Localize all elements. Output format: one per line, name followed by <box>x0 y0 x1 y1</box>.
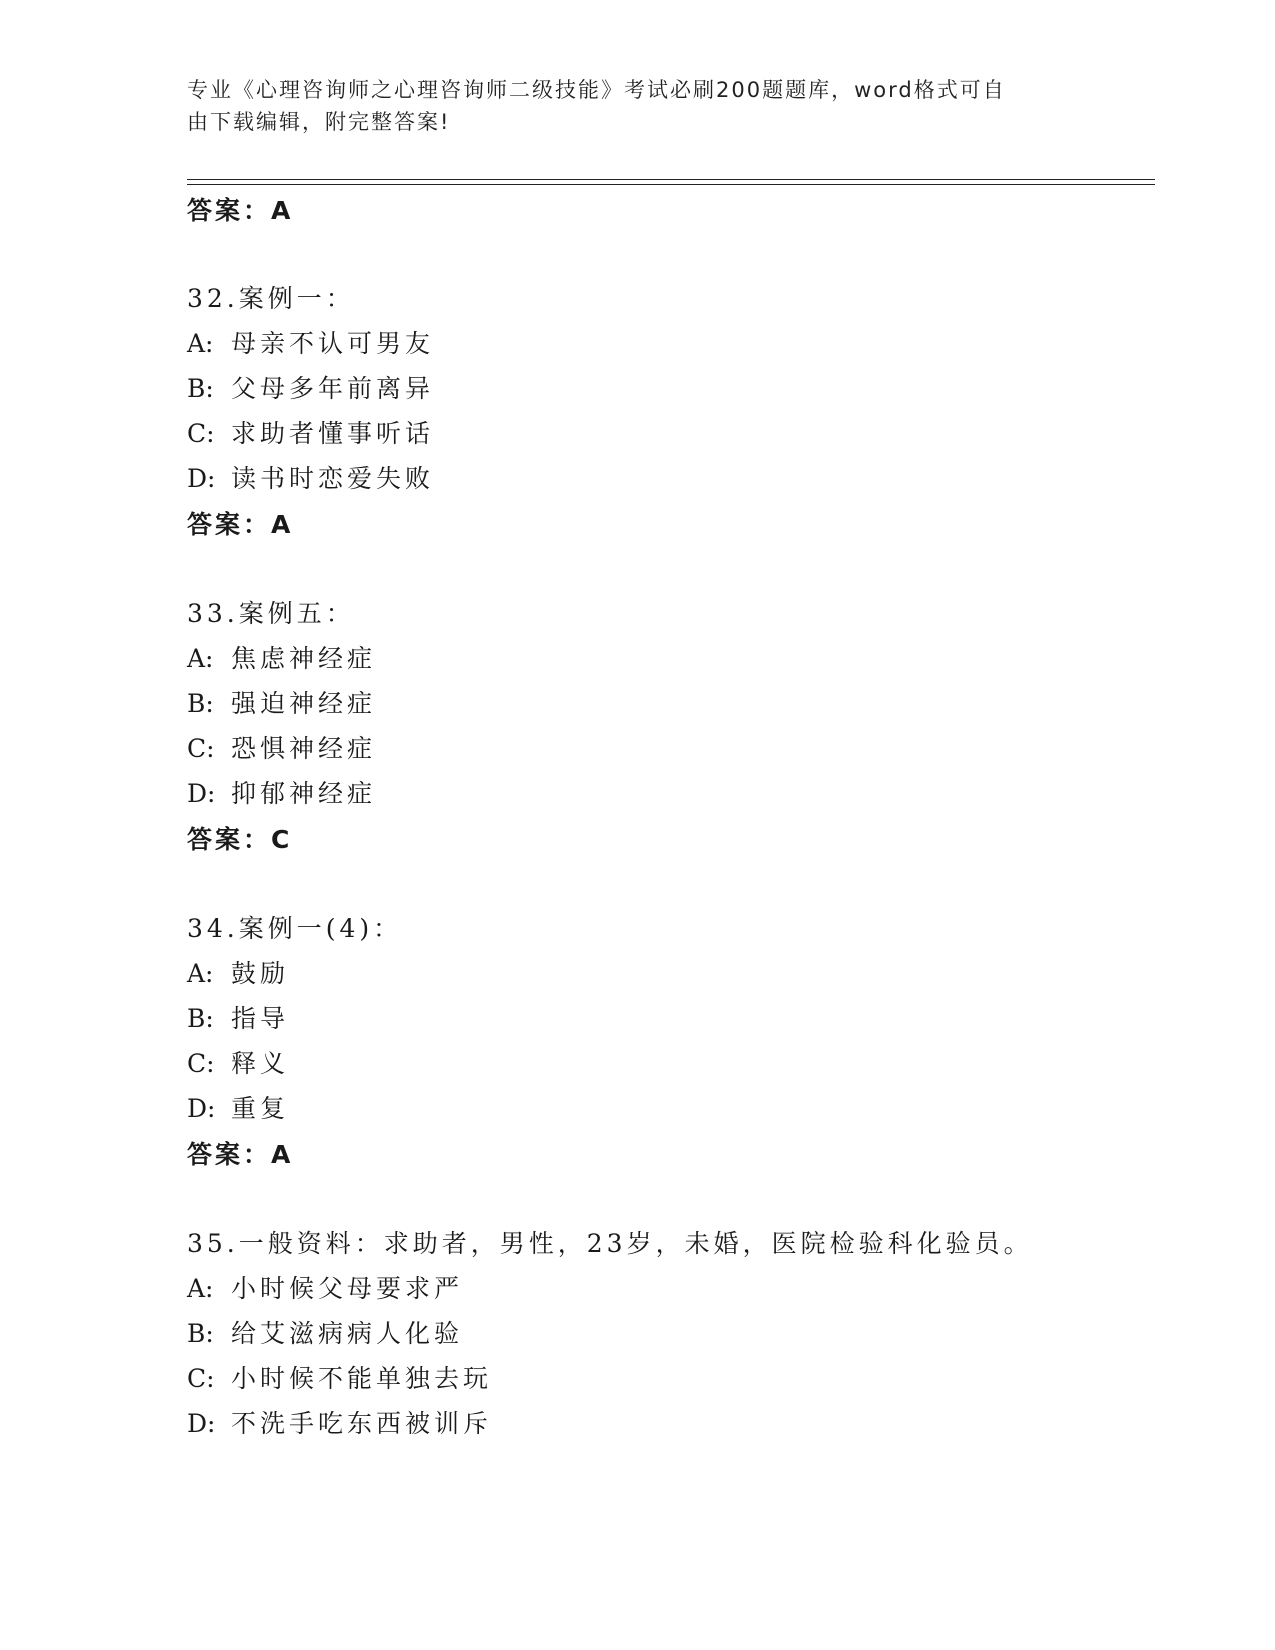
option-label: C: <box>187 1049 215 1078</box>
answer-value: A <box>271 196 294 225</box>
answer-value: A <box>271 510 294 539</box>
option-label: A: <box>187 1274 214 1303</box>
header-divider-bottom <box>187 184 1155 185</box>
option-b <box>187 1318 463 1350</box>
option-label: B: <box>187 1319 214 1348</box>
option-c <box>187 1048 289 1080</box>
header-divider-top <box>187 179 1155 180</box>
option-text: 小时候不能单独去玩 <box>231 1364 493 1393</box>
option-label: B: <box>187 1004 214 1033</box>
option-label: B: <box>187 374 214 403</box>
header-line-2: 由下载编辑，附完整答案! <box>187 110 451 134</box>
option-text: 鼓励 <box>231 959 290 988</box>
option-label: A: <box>187 959 214 988</box>
option-text: 强迫神经症 <box>231 689 377 718</box>
option-b <box>187 1003 289 1035</box>
answer-line <box>187 1139 293 1171</box>
option-text: 恐惧神经症 <box>231 734 377 763</box>
option-a <box>187 643 376 675</box>
option-text: 指导 <box>231 1004 290 1033</box>
question-33: 33.案例五： <box>187 599 355 628</box>
answer-line <box>187 824 292 856</box>
answer-prefix: 答案： <box>187 1140 272 1169</box>
question-34: 34.案例一(4)： <box>187 914 403 943</box>
option-label: A: <box>187 644 214 673</box>
option-c <box>187 418 434 450</box>
option-label: D: <box>187 1094 216 1123</box>
option-text: 焦虑神经症 <box>231 644 377 673</box>
option-label: C: <box>187 734 215 763</box>
option-d <box>187 463 434 495</box>
option-a <box>187 1273 463 1305</box>
option-c <box>187 1363 492 1395</box>
page-header <box>187 74 1087 138</box>
option-label: C: <box>187 1364 215 1393</box>
answer-prefix: 答案： <box>187 196 272 225</box>
option-label: A: <box>187 329 214 358</box>
answer-prefix: 答案： <box>187 510 272 539</box>
option-text: 父母多年前离异 <box>231 374 435 403</box>
answer-prefix: 答案： <box>187 825 272 854</box>
option-d <box>187 778 376 810</box>
option-text: 母亲不认可男友 <box>231 329 435 358</box>
option-text: 读书时恋爱失败 <box>231 464 435 493</box>
answer-line <box>187 195 293 227</box>
option-b <box>187 688 376 720</box>
answer-value: C <box>271 825 293 854</box>
question-32: 32.案例一： <box>187 284 355 313</box>
question-35: 35.一般资料：求助者，男性，23岁，未婚，医院检验科化验员。 <box>187 1229 1033 1258</box>
option-a <box>187 328 434 360</box>
option-text: 小时候父母要求严 <box>231 1274 464 1303</box>
option-text: 抑郁神经症 <box>231 779 377 808</box>
option-label: B: <box>187 689 214 718</box>
option-text: 释义 <box>231 1049 290 1078</box>
option-text: 重复 <box>231 1094 290 1123</box>
option-b <box>187 373 434 405</box>
option-label: D: <box>187 779 216 808</box>
option-text: 给艾滋病病人化验 <box>231 1319 464 1348</box>
option-text: 求助者懂事听话 <box>231 419 435 448</box>
answer-line <box>187 509 293 541</box>
option-label: D: <box>187 464 216 493</box>
header-line-1: 专业《心理咨询师之心理咨询师二级技能》考试必刷200题题库，word格式可自 <box>187 78 1006 102</box>
option-d <box>187 1093 289 1125</box>
option-c <box>187 733 376 765</box>
option-d <box>187 1408 492 1440</box>
option-text: 不洗手吃东西被训斥 <box>231 1409 493 1438</box>
option-label: C: <box>187 419 215 448</box>
answer-value: A <box>271 1140 294 1169</box>
option-a <box>187 958 289 990</box>
option-label: D: <box>187 1409 216 1438</box>
